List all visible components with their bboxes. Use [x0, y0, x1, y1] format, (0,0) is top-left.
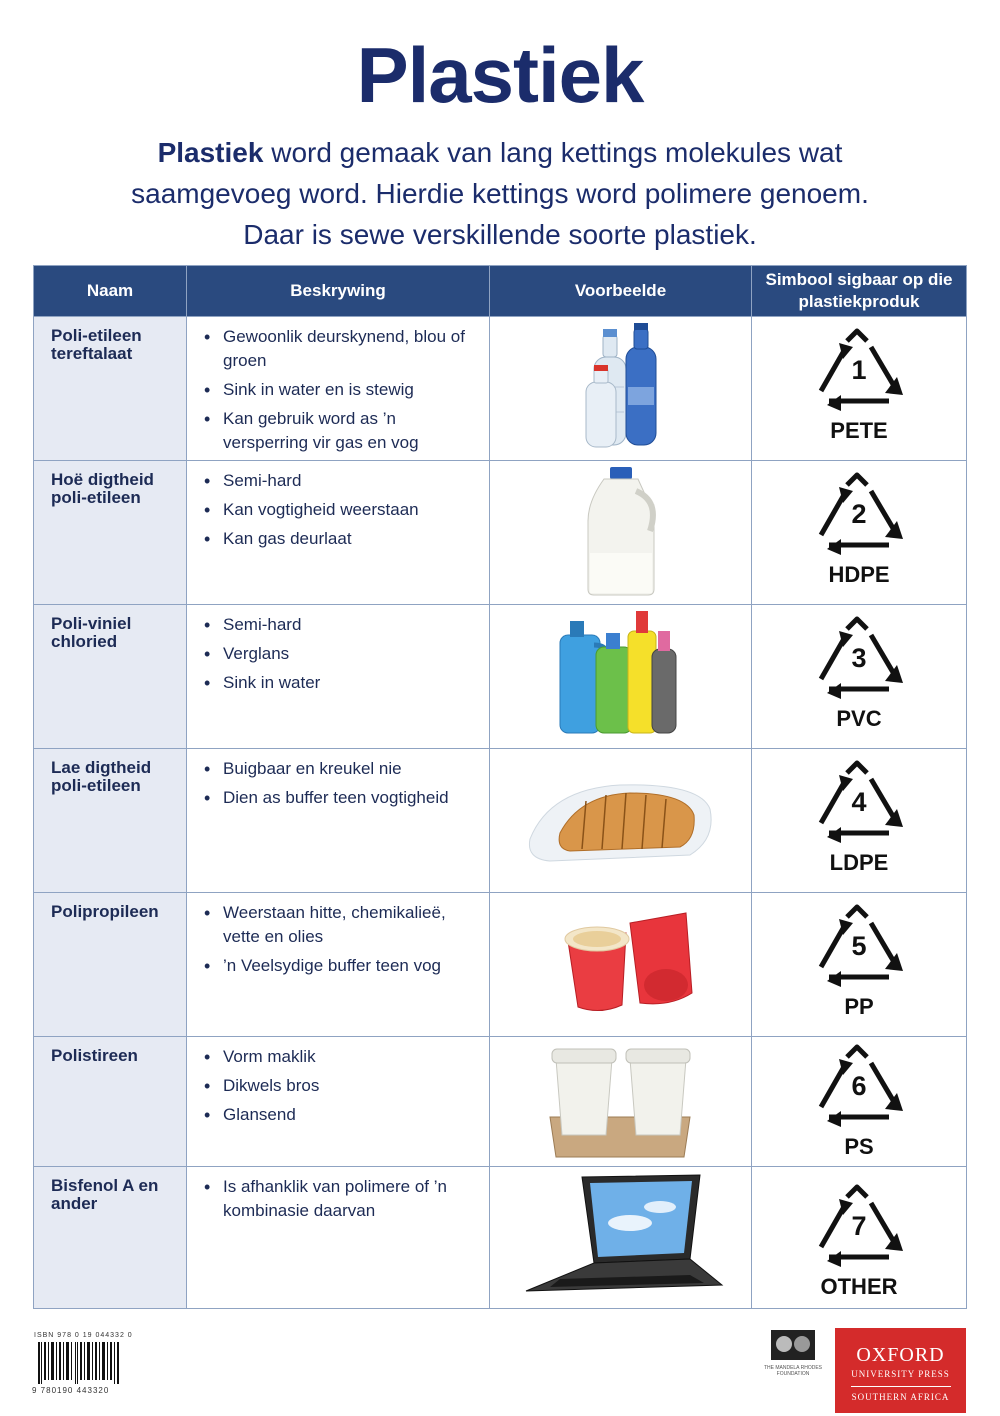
recycle-symbol	[809, 1181, 909, 1274]
description-bullet: • Buigbaar en kreukel nie	[203, 757, 479, 781]
resin-code-label: PETE	[830, 418, 888, 443]
symbol-cell	[752, 461, 967, 605]
plastic-description	[187, 749, 490, 893]
plastic-name: Polipropileen	[34, 893, 187, 1037]
intro-text	[60, 132, 940, 255]
resin-code-number: 3	[851, 643, 867, 673]
recycle-symbol	[809, 613, 909, 706]
example-image-cell	[490, 605, 752, 749]
water-bottles-icon	[490, 317, 752, 457]
symbol-cell	[752, 605, 967, 749]
plastic-name: Hoë digtheid poli-etileen	[34, 461, 187, 605]
description-bullet: • Weerstaan hitte, chemikalieë, vette en olies	[203, 901, 479, 949]
example-image-cell	[490, 1167, 752, 1309]
example-image-cell	[490, 317, 752, 461]
oxford-divider	[851, 1386, 951, 1387]
bread-bag-icon	[490, 749, 752, 889]
symbol-cell	[752, 1037, 967, 1167]
description-bullet: • Sink in water en is stewig	[203, 378, 479, 402]
description-bullet: • Is afhanklik van polimere of ’n kombinasie daarvan	[203, 1175, 479, 1223]
example-image-cell	[490, 893, 752, 1037]
intro-line3: Daar is sewe verskillende soorte plastiek.	[243, 219, 757, 250]
plastic-description	[187, 1167, 490, 1309]
description-bullet: • Kan gas deurlaat	[203, 527, 479, 551]
description-bullet: • Dien as buffer teen vogtigheid	[203, 786, 479, 810]
page-title: Plastiek	[356, 31, 644, 119]
description-bullet: • Verglans	[203, 642, 479, 666]
plastic-name: Poli-etileen tereftalaat	[34, 317, 187, 461]
plastic-name: Polistireen	[34, 1037, 187, 1167]
description-bullet: • ’n Veelsydige buffer teen vog	[203, 954, 479, 978]
description-bullet: • Gewoonlik deurskynend, blou of groen	[203, 325, 479, 373]
symbol-cell	[752, 317, 967, 461]
recycle-symbol	[809, 757, 909, 850]
header-symbol: Simbool sigbaar op die plastiekproduk	[752, 266, 967, 317]
detergent-bottles-icon	[490, 605, 752, 745]
oxford-logo	[835, 1328, 966, 1413]
oxford-region: SOUTHERN AFRICA	[851, 1392, 950, 1402]
barcode-icon	[38, 1342, 120, 1384]
resin-code-label: PS	[844, 1134, 874, 1159]
laptop-icon	[490, 1167, 752, 1307]
milk-jug-icon	[490, 461, 752, 601]
table-row	[34, 749, 967, 893]
plastic-name: Poli-viniel chloried	[34, 605, 187, 749]
description-bullet: • Semi-hard	[203, 469, 479, 493]
example-image-cell	[490, 1037, 752, 1167]
resin-code-label: PP	[844, 994, 874, 1019]
example-image-cell	[490, 461, 752, 605]
symbol-cell	[752, 893, 967, 1037]
recycle-symbol	[809, 901, 909, 994]
symbol-cell	[752, 749, 967, 893]
resin-code-number: 2	[851, 499, 867, 529]
plastic-description	[187, 461, 490, 605]
plastic-name: Lae digtheid poli-etileen	[34, 749, 187, 893]
resin-code-number: 4	[851, 787, 867, 817]
description-bullet: • Dikwels bros	[203, 1074, 479, 1098]
description-bullet: • Kan vogtigheid weerstaan	[203, 498, 479, 522]
table-row	[34, 605, 967, 749]
table-row	[34, 893, 967, 1037]
recycle-symbol	[809, 325, 909, 418]
description-bullet: • Kan gebruik word as ’n versperring vir gas en vog	[203, 407, 479, 455]
table-row	[34, 461, 967, 605]
plastic-description	[187, 1037, 490, 1167]
coffee-cups-icon	[490, 1037, 752, 1165]
resin-code-label: LDPE	[829, 850, 889, 875]
barcode-digits: 9 780190 443320	[32, 1386, 110, 1395]
yoghurt-cups-icon	[490, 893, 752, 1033]
plastic-description	[187, 893, 490, 1037]
isbn-text: ISBN 978 0 19 044332 0	[34, 1332, 133, 1339]
resin-code-number: 7	[851, 1211, 867, 1241]
resin-code-label: OTHER	[820, 1274, 898, 1299]
resin-code-label: PVC	[836, 706, 882, 731]
oxford-press: UNIVERSITY PRESS	[851, 1369, 950, 1379]
example-image-cell	[490, 749, 752, 893]
mandela-rhodes-text: THE MANDELA RHODES FOUNDATION	[763, 1365, 823, 1377]
intro-line1: word gemaak van lang kettings molekules wat	[263, 137, 843, 168]
resin-code-label: HDPE	[828, 562, 890, 587]
resin-code-number: 1	[851, 355, 867, 385]
table-header-row	[34, 266, 967, 317]
plastics-table	[33, 265, 967, 1309]
recycle-symbol	[809, 1041, 909, 1134]
table-row	[34, 317, 967, 461]
plastic-description	[187, 605, 490, 749]
resin-code-number: 6	[851, 1071, 867, 1101]
description-bullet: • Sink in water	[203, 671, 479, 695]
recycle-symbol	[809, 469, 909, 562]
resin-code-number: 5	[851, 931, 867, 961]
description-bullet: • Glansend	[203, 1103, 479, 1127]
table-row	[34, 1167, 967, 1309]
oxford-name: OXFORD	[856, 1344, 945, 1366]
intro-line2: saamgevoeg word. Hierdie kettings word polimere genoem.	[131, 178, 869, 209]
description-bullet: • Vorm maklik	[203, 1045, 479, 1069]
header-name: Naam	[34, 266, 187, 317]
table-row	[34, 1037, 967, 1167]
plastic-name: Bisfenol A en ander	[34, 1167, 187, 1309]
portrait-logo-icon	[771, 1330, 815, 1360]
description-bullet: • Semi-hard	[203, 613, 479, 637]
header-description: Beskrywing	[187, 266, 490, 317]
plastic-description	[187, 317, 490, 461]
intro-bold-word: Plastiek	[157, 137, 264, 168]
header-examples: Voorbeelde	[490, 266, 752, 317]
symbol-cell	[752, 1167, 967, 1309]
mandela-rhodes-logo	[758, 1330, 828, 1377]
